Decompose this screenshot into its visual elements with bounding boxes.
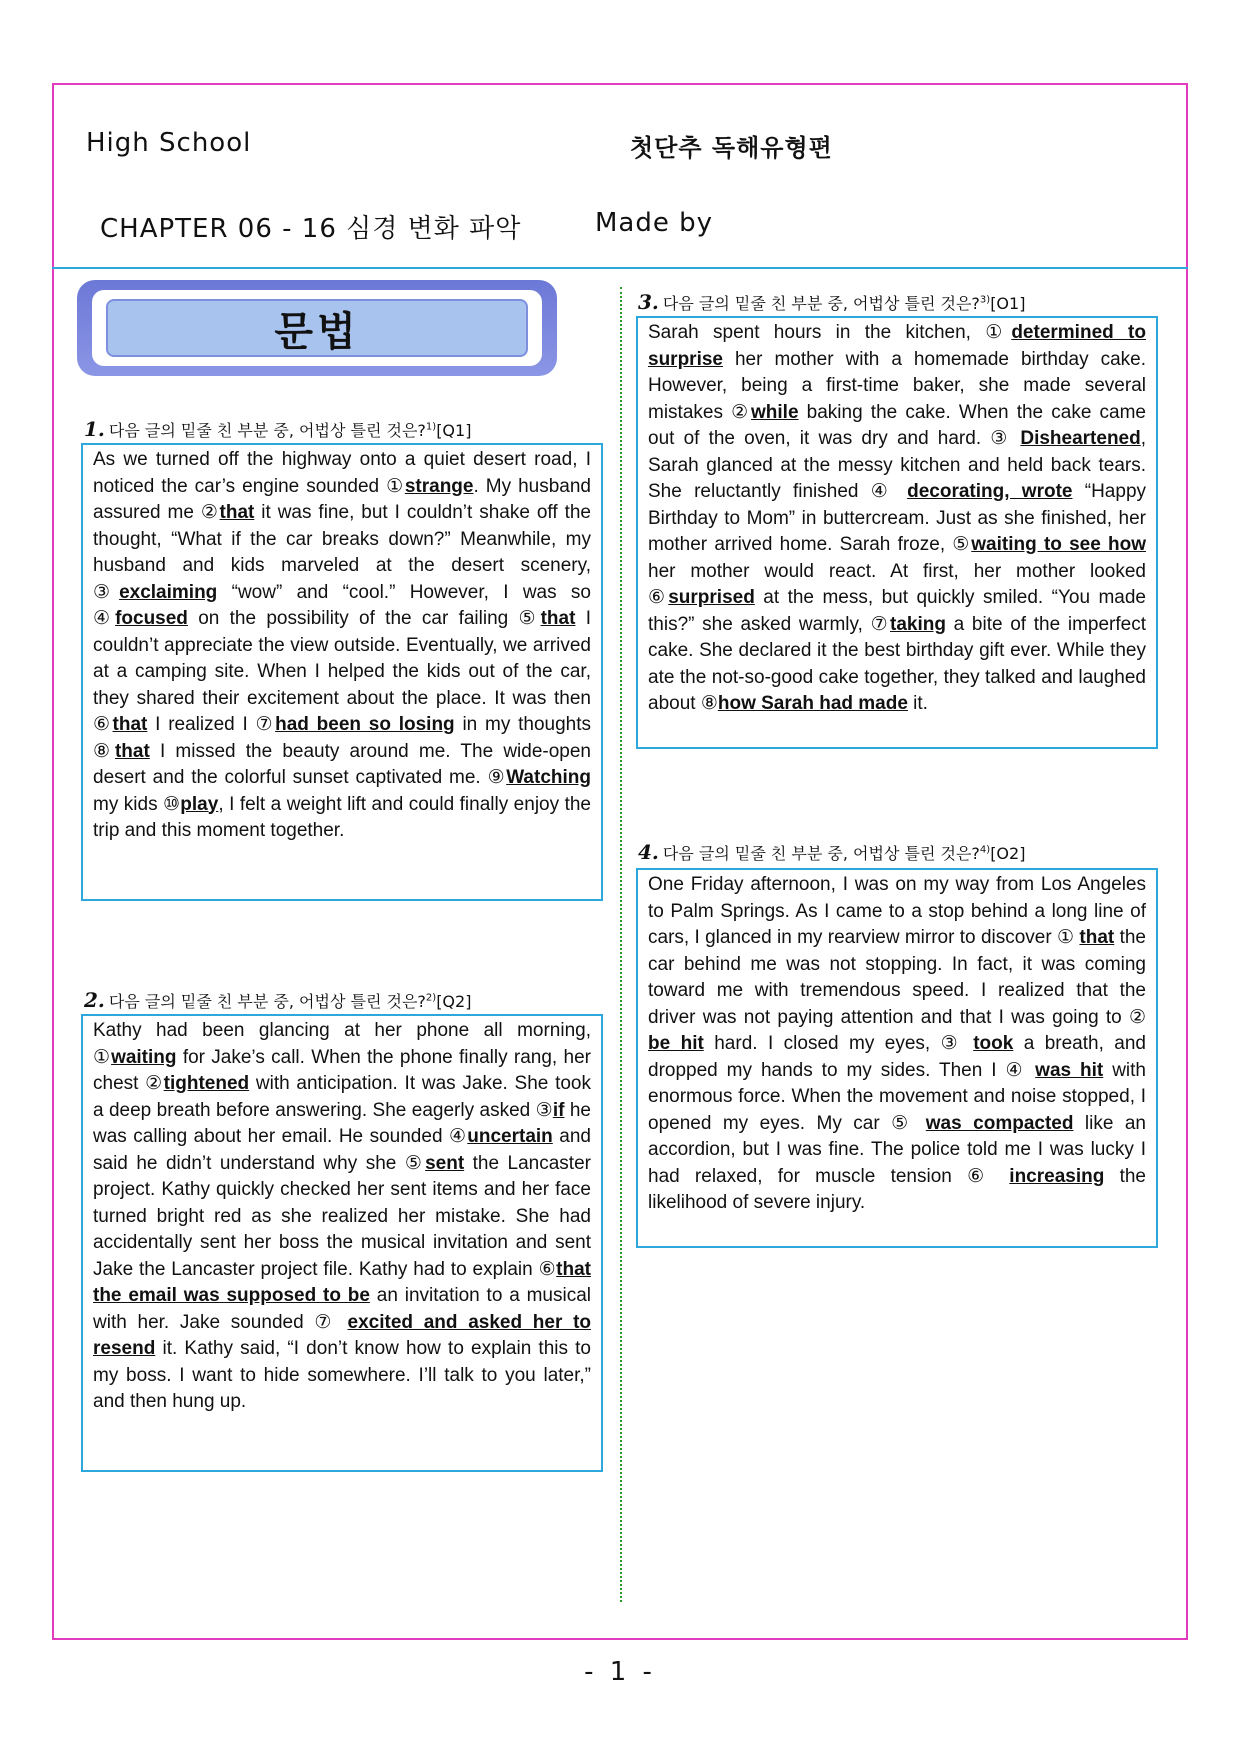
underlined-option: determined to surprise [648, 322, 1146, 370]
underlined-option: be hit [648, 1033, 704, 1054]
underlined-option: strange [404, 475, 474, 497]
underlined-option: that [540, 608, 576, 629]
footnote-marker: 4) [979, 844, 991, 856]
question-code: [Q2] [436, 992, 472, 1011]
passage-box-4 [636, 868, 1158, 1248]
passage-segment: he was calling about her email. He sounded ④ [93, 1099, 591, 1147]
underlined-option: was compacted [925, 1112, 1074, 1134]
question-prompt: 다음 글의 밑줄 친 부분 중, 어법상 틀린 것은? [662, 294, 980, 313]
question-title-4 [638, 840, 1025, 864]
underlined-option: took [973, 1033, 1014, 1054]
footnote-marker: 3) [979, 294, 991, 306]
underlined-option: play [180, 793, 219, 815]
underlined-option: waiting to see how [971, 534, 1146, 555]
passage-segment: , Sarah glanced at the messy kitchen and held back tears. She reluctantly finished ④ [648, 428, 1146, 502]
underlined-option: excited and asked her to resend [93, 1311, 591, 1359]
passage-segment: with anticipation. It was Jake. She took a deep breath before answering. She eagerly asked ③ [93, 1073, 591, 1121]
passage-segment: As we turned off the highway onto a quiet desert road, I noticed the car’s engine sounded ① [93, 449, 591, 497]
passage-segment: like an accordion, but I was fine. The police told me I was lucky I had relaxed, for muscle tension ⑥ [648, 1112, 1146, 1187]
underlined-option: if [552, 1099, 565, 1121]
passage-segment: it. [907, 693, 928, 714]
passage-text [93, 447, 591, 845]
underlined-option: Disheartened [1020, 428, 1141, 449]
question-prompt: 다음 글의 밑줄 친 부분 중, 어법상 틀린 것은? [108, 992, 426, 1011]
question-code: [O1] [990, 294, 1026, 313]
passage-box-3 [636, 316, 1158, 749]
question-title-3 [638, 290, 1025, 314]
passage-segment: and said he didn’t understand why she ⑤ [93, 1126, 591, 1174]
passage-segment: at the mess, but quickly smiled. “You made this?” she asked warmly, ⑦ [648, 587, 1146, 635]
question-title-1 [84, 417, 471, 441]
underlined-option: how Sarah had made [717, 693, 908, 714]
passage-segment: in my thoughts ⑧ [93, 714, 592, 762]
passage-box-2 [81, 1014, 603, 1472]
question-prompt: 다음 글의 밑줄 친 부분 중, 어법상 틀린 것은? [108, 421, 426, 440]
underlined-option: tightened [163, 1073, 250, 1094]
underlined-option: surprised [668, 587, 755, 608]
passage-segment: a breath, and dropped my hands to my sides. Then I ④ [648, 1033, 1146, 1081]
passage-text [648, 872, 1146, 1217]
passage-segment: with enormous force. When the movement and noise stopped, I opened my eyes. My car ⑤ [648, 1059, 1146, 1134]
passage-segment: it was fine, but I couldn’t shake off the thought, “What if the car breaks down?” Meanwhile, my husband and kids marveled at the desert scenery, ③ [93, 502, 591, 603]
passage-segment: her mother would react. At first, her mother looked ⑥ [648, 560, 1146, 608]
passage-segment: hard. I closed my eyes, ③ [703, 1033, 974, 1054]
passage-segment: , I felt a weight lift and could finally enjoy the trip and this moment together. [93, 793, 591, 841]
underlined-option: decorating, wrote [907, 481, 1073, 502]
school-label: High School [86, 128, 252, 158]
passage-segment: it. Kathy said, “I don’t know how to explain this to my boss. I want to hide somewhere. I’ll talk to you later,” and then hung up. [93, 1338, 591, 1412]
question-title-2 [84, 988, 471, 1012]
question-code: [O2] [990, 844, 1026, 863]
passage-segment: the car behind me was not stopping. In fact, it was coming toward me with tremendous speed. I realized that the driver was not paying attention and that I was going to ② [648, 927, 1146, 1028]
passage-segment: my kids ⑩ [93, 793, 181, 815]
underlined-option: had been so losing [275, 714, 455, 735]
underlined-option: increasing [1009, 1165, 1105, 1187]
question-number: 3. [638, 290, 659, 314]
passage-segment: I missed the beauty around me. The wide-open desert and the colorful sunset captivated me. ⑨ [93, 740, 591, 788]
chapter-title: CHAPTER 06 - 16 심경 변화 파악 [100, 214, 522, 244]
underlined-option: taking [890, 613, 946, 635]
passage-segment: a bite of the imperfect cake. She declared it the best birthday gift ever. While they ate the not-so-good cake together, they talked and laughed about ⑧ [648, 613, 1146, 714]
passage-text [648, 320, 1146, 718]
passage-segment: Sarah spent hours in the kitchen, ① [648, 322, 1012, 343]
question-prompt: 다음 글의 밑줄 친 부분 중, 어법상 틀린 것은? [662, 844, 980, 863]
question-number: 2. [84, 988, 105, 1012]
underlined-option: exclaiming [119, 581, 218, 603]
book-title: 첫단추 독해유형편 [630, 134, 833, 162]
underlined-option: that [1079, 927, 1115, 948]
passage-segment: . My husband assured me ② [93, 475, 591, 523]
passage-segment: “Happy Birthday to Mom” in buttercream. Just as she finished, her mother arrived home. Sarah froze, ⑤ [648, 481, 1147, 555]
underlined-option: while [751, 401, 799, 423]
underlined-option: waiting [111, 1046, 177, 1068]
passage-segment: her mother with a homemade birthday cake. However, being a first-time baker, she made several mistakes ② [648, 348, 1146, 423]
question-number: 4. [638, 840, 659, 864]
passage-segment: I realized I ⑦ [147, 714, 276, 735]
passage-segment: for Jake’s call. When the phone finally rang, her chest ② [93, 1046, 591, 1094]
footnote-marker: 2) [425, 992, 437, 1004]
passage-segment: baking the cake. When the cake came out of the oven, it was dry and hard. ③ [648, 401, 1146, 449]
question-code: [Q1] [436, 421, 472, 440]
passage-segment: “wow” and “cool.” However, I was so ④ [93, 581, 591, 629]
footnote-marker: 1) [425, 421, 437, 433]
underlined-option: uncertain [467, 1126, 553, 1147]
passage-segment: the Lancaster project. Kathy quickly checked her sent items and her face turned bright red as she realized her mistake. She had accidentally sent her boss the musical invitation and sent Jake the Lancaster project file. Kathy had to explain ⑥ [93, 1152, 591, 1280]
underlined-option: that [114, 740, 150, 762]
section-badge: 문법 [106, 299, 528, 357]
passage-segment: on the possibility of the car failing ⑤ [187, 608, 541, 629]
underlined-option: sent [425, 1152, 465, 1174]
underlined-option: focused [115, 608, 188, 629]
passage-text [93, 1018, 591, 1416]
made-by-label: Made by [595, 208, 714, 238]
underlined-option: was hit [1035, 1059, 1104, 1081]
underlined-option: Watching [506, 767, 591, 788]
passage-segment: an invitation to a musical with her. Jake sounded ⑦ [93, 1285, 591, 1333]
header-divider [52, 267, 1188, 269]
question-number: 1. [84, 417, 105, 441]
passage-segment: I couldn’t appreciate the view outside. Eventually, we arrived at a camping site. When I helped the kids out of the car, they shared their excitement about the place. It was then ⑥ [93, 608, 591, 735]
passage-segment: One Friday afternoon, I was on my way from Los Angeles to Palm Springs. As I came to a stop behind a long line of cars, I glanced in my rearview mirror to discover ① [648, 874, 1146, 948]
underlined-option: that [112, 714, 148, 735]
passage-segment: Kathy had been glancing at her phone all morning, ① [93, 1020, 591, 1068]
passage-segment: the likelihood of severe injury. [648, 1165, 1146, 1213]
underlined-option: that the email was supposed to be [93, 1258, 591, 1306]
underlined-option: that [219, 502, 255, 523]
column-divider [620, 287, 622, 1602]
passage-box-1 [81, 443, 603, 901]
page-number: - 1 - [584, 1657, 656, 1687]
